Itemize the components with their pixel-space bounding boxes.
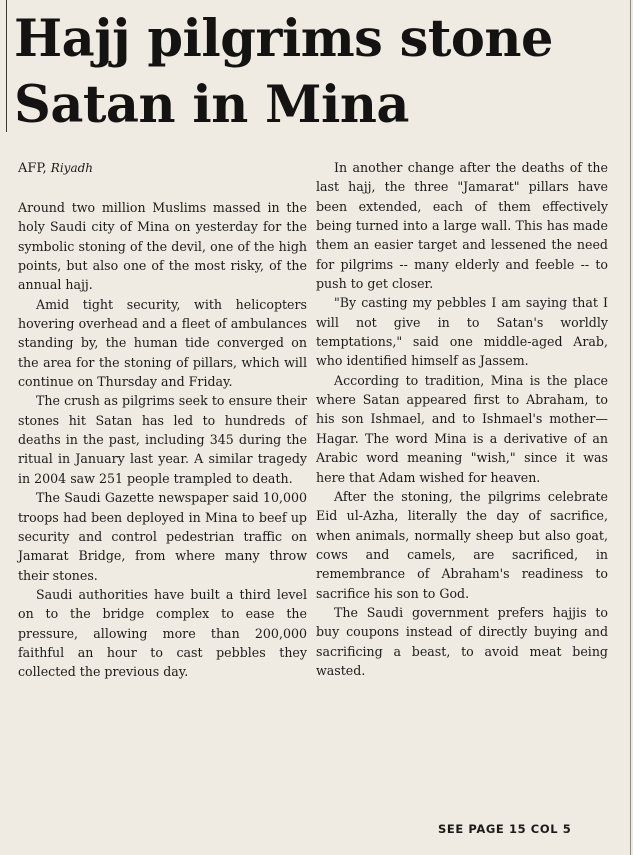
paragraph: The crush as pilgrims seek to ensure their stones hit Satan has led to hundreds of deaths in the past, including 345 during the ritual in January last year. A similar tragedy in 2004 saw 251 people trampled to death. <box>18 393 307 486</box>
left-column-rule <box>6 0 7 132</box>
continued-jump-line[interactable]: SEE PAGE 15 COL 5 <box>438 822 572 836</box>
paragraph: In another change after the deaths of the last hajj, the three "Jamarat" pillars have been extended, each of them effectively being turned into a large wall. This has made them an easier target and lessened the need for pilgrims -- many elderly and feeble -- to push to get closer. <box>316 160 608 292</box>
paragraph: According to tradition, Mina is the place where Satan appeared first to Abraham, to his son Ishmael, and to Ishmael's mother—Hagar. The word Mina is a derivative of an Arabic word meaning "wish," since it was here that Adam wished for heaven. <box>316 372 608 485</box>
paragraph: The Saudi Gazette newspaper said 10,000 troops had been deployed in Mina to beef up security and control pedestrian traffic on Jamarat Bridge, from where many throw their stones. <box>18 490 307 583</box>
byline-place: Riyadh <box>50 161 94 175</box>
right-edge-rule <box>630 0 631 855</box>
headline <box>14 6 614 138</box>
headline-line-1: Hajj pilgrims stone <box>14 9 553 69</box>
paragraph: After the stoning, the pilgrims celebrate Eid ul-Azha, literally the day of sacrifice, when animals, normally sheep but also goat, cows and camels, are sacrificed, in remembrance of Abraham's readiness to sacrifice his son to God. <box>316 488 608 601</box>
paragraph: Around two million Muslims massed in the holy Saudi city of Mina on yesterday for the symbolic stoning of the devil, one of the high points, but also one of the most risky, of the annual hajj. <box>18 200 307 293</box>
headline-line-2: Satan in Mina <box>14 75 409 135</box>
article-column-right <box>316 158 608 680</box>
paragraph: The Saudi government prefers hajjis to buy coupons instead of directly buying and sacrificing a beast, to avoid meat being wasted. <box>316 604 608 678</box>
byline <box>18 160 93 177</box>
article-column-left <box>18 198 307 682</box>
paragraph: Saudi authorities have built a third level on to the bridge complex to ease the pressure, allowing more than 200,000 faithful an hour to cast pebbles they collected the previous day. <box>18 586 307 680</box>
paragraph: "By casting my pebbles I am saying that I will not give in to Satan's worldly temptations," said one middle-aged Arab, who identified himself as Jassem. <box>316 295 608 369</box>
paragraph: Amid tight security, with helicopters hovering overhead and a fleet of ambulances standing by, the human tide converged on the area for the stoning of pillars, which will continue on Thursday and Friday. <box>18 296 307 390</box>
byline-agency: AFP, <box>18 161 51 176</box>
